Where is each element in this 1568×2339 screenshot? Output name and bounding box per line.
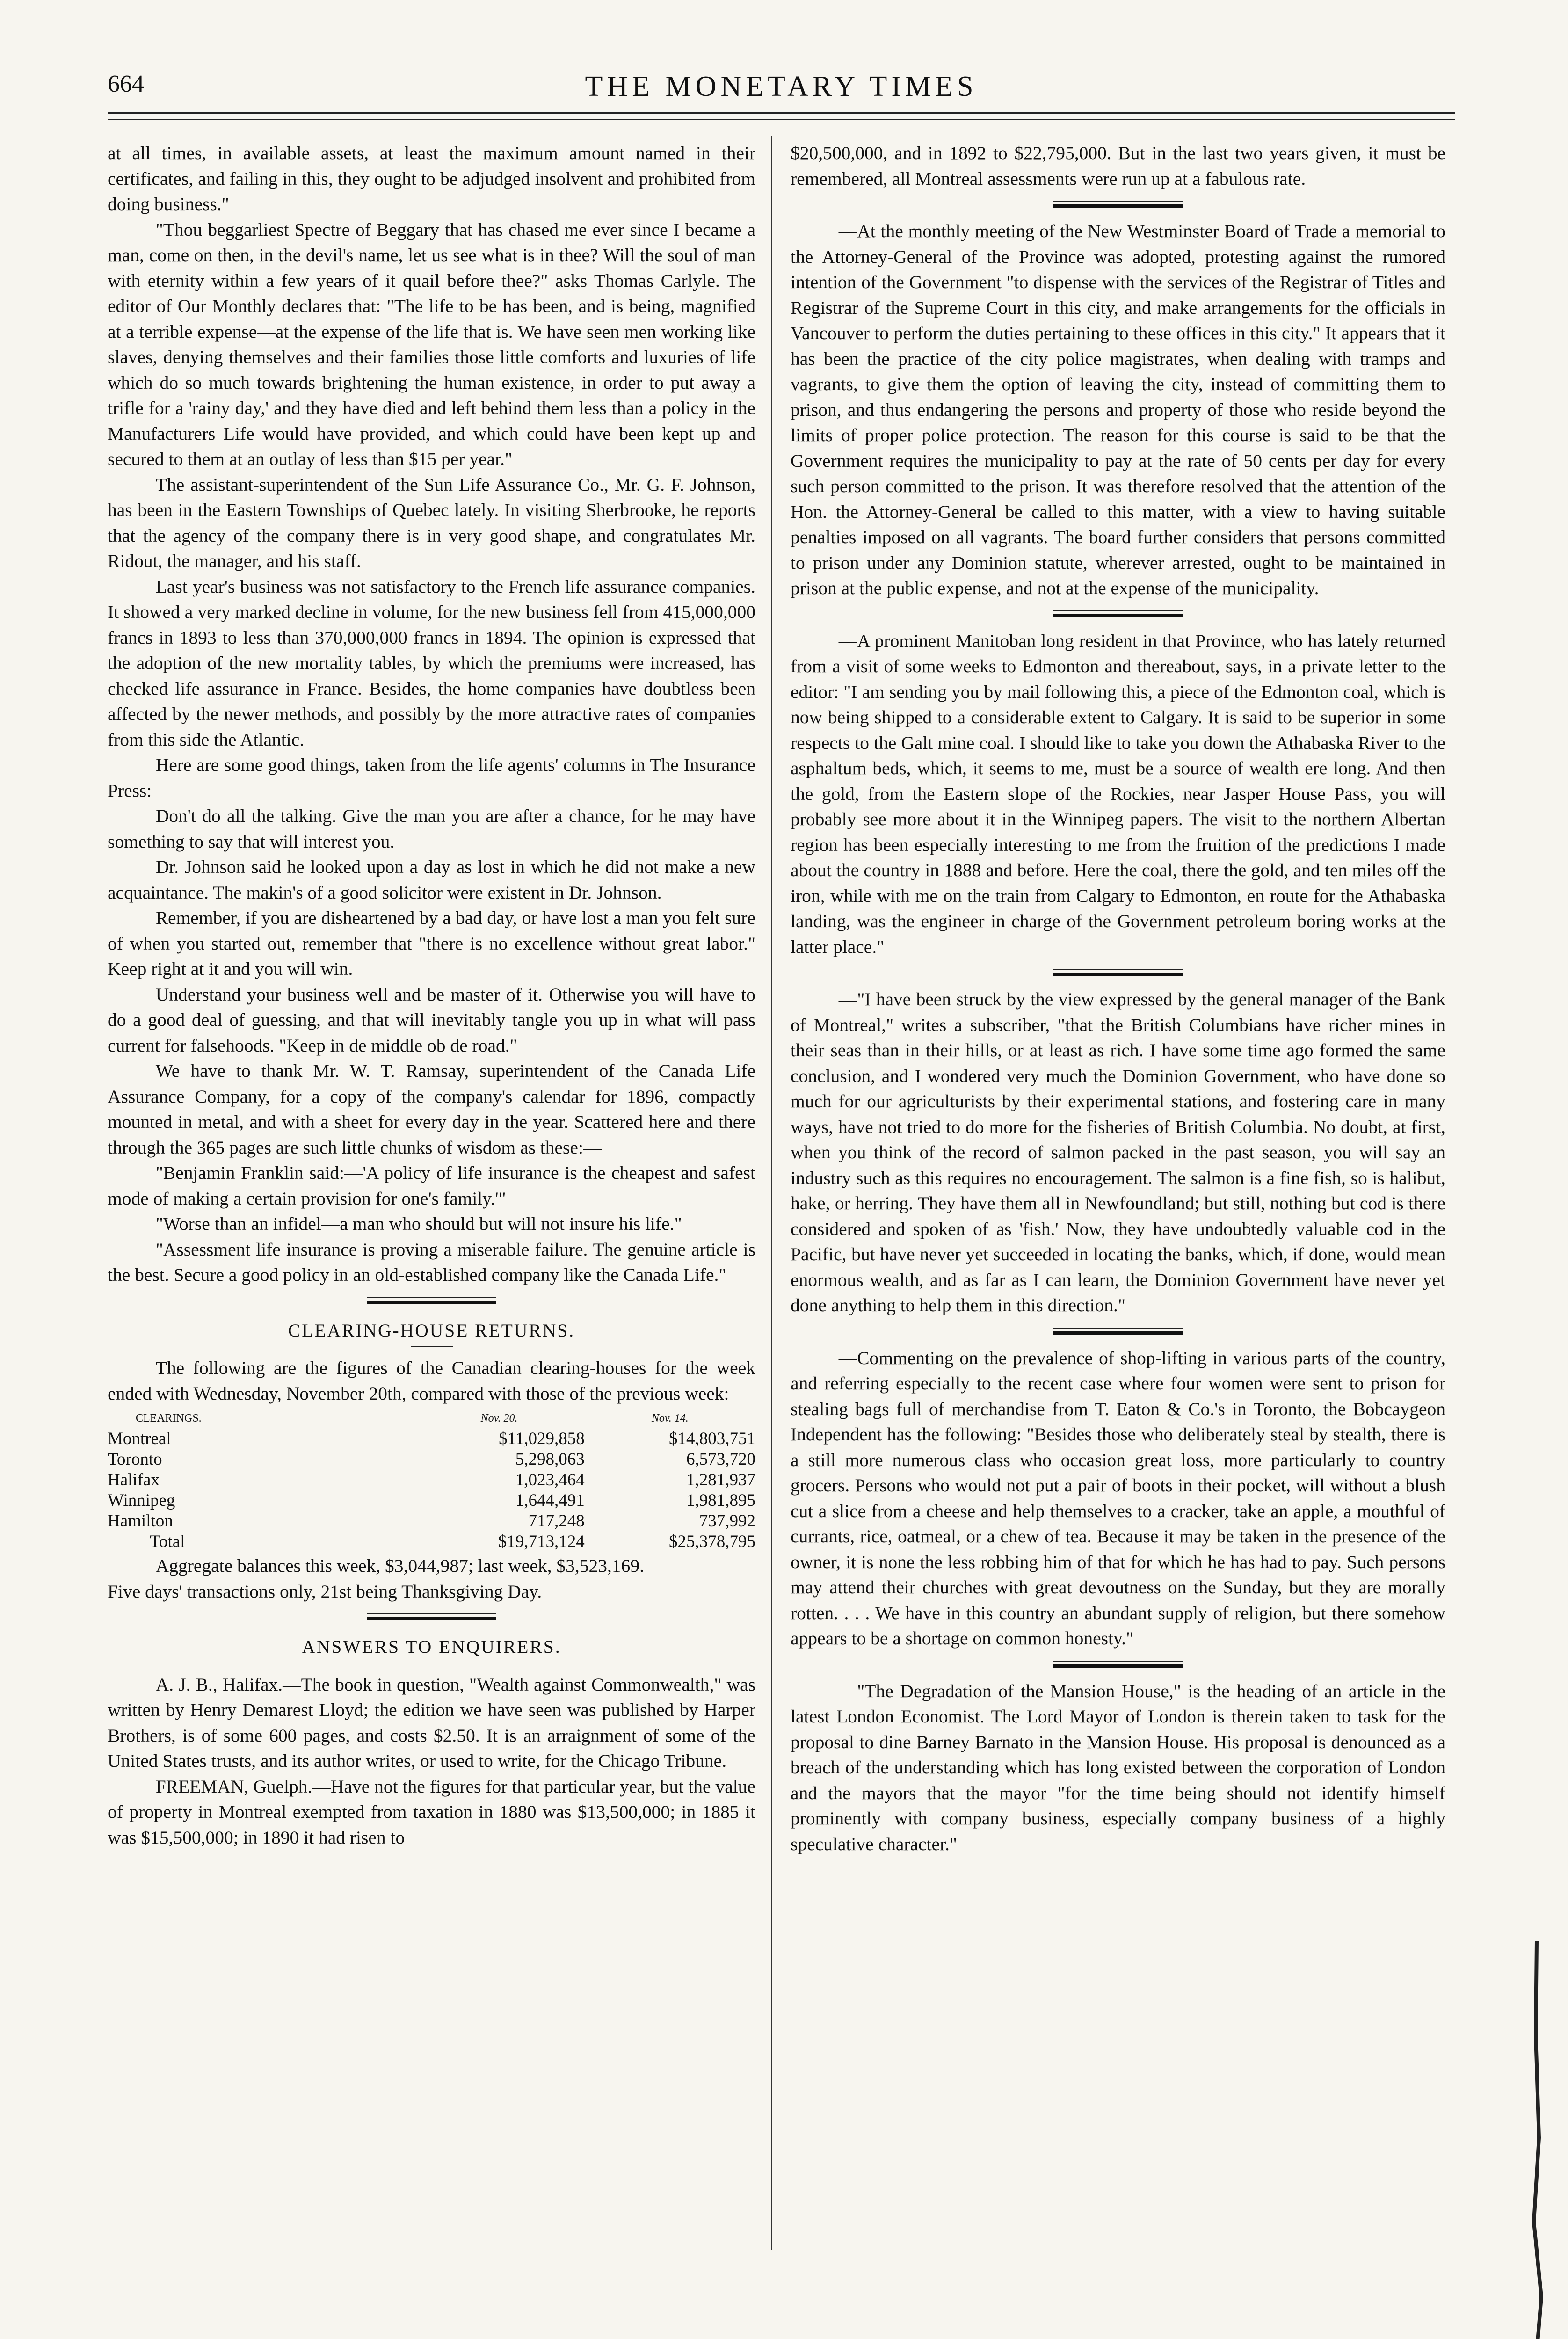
section-separator: [791, 1318, 1445, 1345]
nov20-cell: 1,023,464: [515, 1470, 585, 1489]
paragraph: "Thou beggarliest Spectre of Beggary that has chased me ever since I became a man, come on then, in the devil's name, let us see what is in thee? Will the soul of man with eternity within a few years of it quail before thee?" asks Thomas Carlyle. The editor of Our Monthly declares that: "The life to be has been, and is being, magnified at a terrible expense—at the expense of the life that is. We have seen men working like slaves, denying themselves and their families those little comforts and luxuries of life which do so much towards brightening the human existence, in order to put away a trifle for a 'rainy day,' and they have died and left behind them less than a policy in the Manufacturers Life would have provided, and which could have been kept up and secured to them at an outlay of less than $15 per year.": [108, 219, 755, 469]
nov20-header: Nov. 20.: [480, 1412, 518, 1424]
nov14-cell: 737,992: [699, 1511, 755, 1531]
table-row: [108, 1490, 755, 1511]
clearing-house-title: CLEARING-HOUSE RETURNS.: [288, 1320, 575, 1341]
paragraph: Understand your business well and be master of it. Otherwise you will have to do a good deal of guessing, and that will inevitably tangle you up in what will pass current for falsehoods. "Keep in de middle ob de road.": [108, 984, 755, 1056]
left-column: [108, 140, 755, 2245]
header-rule-thin: [108, 119, 1455, 120]
clearing-intro: The following are the figures of the Canadian clearing-houses for the week ended with Wednesday, November 20th, compared with those of the previous week:: [108, 1358, 755, 1404]
paragraph: at all times, in available assets, at least the maximum amount named in their certificates, and failing in this, they ought to be adjudged insolvent and prohibited from doing business.": [108, 143, 755, 214]
answers-title: ANSWERS TO ENQUIRERS.: [302, 1636, 561, 1657]
nov14-cell: 6,573,720: [686, 1450, 755, 1469]
paragraph: Here are some good things, taken from the life agents' columns in The Insurance Press:: [108, 755, 755, 801]
answer: A. J. B., Halifax.—The book in question, "Wealth against Commonwealth," was written by Henry Demarest Lloyd; the edition we have seen was published by Harper Brothers, is of some 600 pages, and costs $2.50. It is an arraignment of some of the United States trusts, and its author writes, or used to write, for the Chicago Tribune.: [108, 1674, 755, 1771]
paragraph: Don't do all the talking. Give the man you are after a chance, for he may have something to say that will interest you.: [108, 806, 755, 852]
title-rule: [411, 1346, 453, 1347]
table-row: [108, 1470, 755, 1490]
paragraph: Dr. Johnson said he looked upon a day as lost in which he did not make a new acquaintance. The makin's of a good solicitor were existent in Dr. Johnson.: [108, 857, 755, 903]
nov14-cell: 1,281,937: [686, 1470, 755, 1489]
nov20-cell: 717,248: [528, 1511, 585, 1531]
paragraph: —"The Degradation of the Mansion House," is the heading of an article in the latest London Economist. The Lord Mayor of London is therein taken to task for the proposal to dine Barney Barnato in the Mansion House. His proposal is denounced as a breach of the understanding which has long existed between the corporation of London and the mayors that the mayor "for the time being should not identify himself prominently with company business, especially company business of a highly speculative character.": [791, 1680, 1445, 1854]
total-label: Total: [150, 1532, 185, 1551]
paragraph: —Commenting on the prevalence of shop-lifting in various parts of the country, and referring especially to the recent case where four women were sent to prison for stealing bags full of merchandise from T. Eaton & Co.'s in Toronto, the Bobcaygeon Independent has the following: "Besides those who deliberately steal by stealth, there is a still more numerous class who occasion great loss, more particularly to country grocers. Persons who would not put a pair of boots in their pocket, will without a blush cut a slice from a cheese and help themselves to a cracker, take an apple, a mouthful of currants, rice, oatmeal, or a chew of tea. Because it may be taken in the presence of the owner, it is none the less robbing him of that for which he has had to pay. Such persons may attend their churches with great devoutness on the Sunday, but they are morally rotten. . . . We have in this country an abundant supply of religion, but there somehow appears to be a shortage on common honesty.": [791, 1347, 1445, 1649]
nov20-cell: 5,298,063: [515, 1450, 585, 1469]
city-cell: Hamilton: [108, 1511, 173, 1531]
running-title: THE MONETARY TIMES: [585, 71, 978, 102]
city-cell: Winnipeg: [108, 1491, 175, 1510]
right-column: [791, 140, 1445, 2245]
paragraph: Remember, if you are disheartened by a bad day, or have lost a man you felt sure of when you started out, remember that "there is no excellence without great labor." Keep right at it and you will win.: [108, 908, 755, 979]
table-row: [108, 1449, 755, 1470]
clearings-table: [108, 1408, 755, 1552]
column-divider: [771, 136, 772, 2250]
page-number: 664: [108, 71, 144, 97]
total-nov20: $19,713,124: [498, 1532, 585, 1551]
nov14-cell: $14,803,751: [669, 1429, 755, 1448]
table-row: [108, 1511, 755, 1532]
paragraph: —At the monthly meeting of the New Westminster Board of Trade a memorial to the Attorney-General of the Province was adopted, protesting against the rumored intention of the Government "to dispense with the services of the Registrar of Titles and Registrar of the Supreme Court in this city, and make arrangements for the officials in Vancouver to perform the duties pertaining to these offices in this city." It appears that it has been the practice of the city police magistrates, when dealing with tramps and vagrants, to give them the option of leaving the city, instead of committing them to prison, and thus endangering the persons and property of those who reside beyond the limits of proper police protection. The reason for this course is said to be that the Government requires the municipality to pay at the rate of 50 cents per day for every such person committed to the prison. It was therefore resolved that the attention of the Hon. the Attorney-General be called to this matter, with a view to having suitable penalties imposed on all vagrants. The board further considers that persons committed to prison under any Dominion statute, wherever arrested, ought to be maintained in prison at the public expense, and not at the expense of the municipality.: [791, 221, 1445, 598]
answer: FREEMAN, Guelph.—Have not the figures for that particular year, but the value of property in Montreal exempted from taxation in 1880 was $13,500,000; in 1885 it was $15,500,000; in 1890 it had risen to: [108, 1776, 755, 1848]
city-cell: Halifax: [108, 1470, 160, 1489]
section-separator: [108, 1288, 755, 1315]
city-cell: Toronto: [108, 1450, 162, 1469]
section-separator: [791, 959, 1445, 987]
city-cell: Montreal: [108, 1429, 171, 1448]
nov20-cell: 1,644,491: [515, 1491, 585, 1510]
nov14-header: Nov. 14.: [651, 1412, 689, 1424]
section-separator: [791, 1651, 1445, 1678]
paragraph: "Benjamin Franklin said:—'A policy of life insurance is the cheapest and safest mode of making a certain provision for one's family.'": [108, 1162, 755, 1209]
clearings-header: CLEARINGS.: [136, 1412, 202, 1424]
nov14-cell: 1,981,895: [686, 1491, 755, 1510]
total-nov14: $25,378,795: [669, 1532, 755, 1551]
section-separator: [108, 1604, 755, 1631]
paragraph: The assistant-superintendent of the Sun Life Assurance Co., Mr. G. F. Johnson, has been in the Eastern Townships of Quebec lately. In visiting Sherbrooke, he reports that the agency of the company there is in very good shape, and congratulates Mr. Ridout, the manager, and his staff.: [108, 474, 755, 571]
clearings-header-row: [108, 1408, 755, 1429]
paragraph: "Assessment life insurance is proving a miserable failure. The genuine article is the best. Secure a good policy in an old-established company like the Canada Life.": [108, 1239, 755, 1285]
section-separator: [791, 191, 1445, 218]
paragraph: $20,500,000, and in 1892 to $22,795,000. But in the last two years given, it must be remembered, all Montreal assessments were run up at a fabulous rate.: [791, 143, 1445, 189]
total-row: [108, 1532, 755, 1552]
table-row: [108, 1429, 755, 1449]
margin-mark: [1523, 1941, 1546, 2339]
page-header: [108, 70, 1455, 103]
section-separator: [791, 601, 1445, 628]
nov20-cell: $11,029,858: [499, 1429, 585, 1448]
paragraph: —A prominent Manitoban long resident in that Province, who has lately returned from a visit of some weeks to Edmonton and thereabout, says, in a private letter to the editor: "I am sending you by mail following this, a piece of the Edmonton coal, which is now being shipped to a considerable extent to Calgary. It is said to be superior in some respects to the Galt mine coal. I should like to take you down the Athabaska River to the asphaltum beds, which, it seems to me, must be a source of wealth ere long. And then the gold, from the Eastern slope of the Rockies, near Jasper House Pass, you will probably see more about it in the Winnipeg papers. The visit to the northern Albertan region has been especially interesting to me from the fruition of the predictions I made about the country in 1888 and before. Here the coal, there the gold, and ten miles off the iron, while with me on the train from Calgary to Edmonton, en route for the Athabaska landing, was the engineer in charge of the Government petroleum boring works at the latter place.": [791, 630, 1445, 957]
paragraph: Last year's business was not satisfactory to the French life assurance companies. It showed a very marked decline in volume, for the new business fell from 415,000,000 francs in 1893 to less than 370,000,000 francs in 1894. The opinion is expressed that the adoption of the new mortality tables, by which the premiums were increased, has checked life assurance in France. Besides, the home companies have doubtless been affected by the newer methods, and possibly by the more attractive rates of companies from this side the Atlantic.: [108, 576, 755, 750]
paragraph: "Worse than an infidel—a man who should but will not insure his life.": [155, 1213, 682, 1234]
header-rule: [108, 112, 1455, 114]
paragraph: —"I have been struck by the view expressed by the general manager of the Bank of Montreal," writes a subscriber, "that the British Columbians have richer mines in their seas than in their hills, or at least as rich. I have some time ago formed the same conclusion, and I wondered very much the Dominion Government, who have done so much for our agriculturists by their experimental stations, and fostering care in many ways, have not tried to do more for the fisheries of British Columbia. No doubt, at first, when you think of the record of salmon packed in the past season, you will say an industry such as this requires no encouragement. The salmon is a fine fish, so is halibut, hake, or herring. They have them all in Newfoundland; but still, nothing but cod is there considered and spoken of as 'fish.' Now, they have undoubtedly valuable cod in the Pacific, but have never yet succeeded in locating the banks, which, if done, would mean enormous wealth, and as far as I can learn, the Dominion Government have never yet done anything to help them in this direction.": [791, 989, 1445, 1315]
paragraph: We have to thank Mr. W. T. Ramsay, superintendent of the Canada Life Assurance Company, for a copy of the company's calendar for 1896, compactly mounted in metal, and with a sheet for every day in the year. Scattered here and there through the 365 pages are such little chunks of wisdom as these:—: [108, 1061, 755, 1158]
five-days-note: Five days' transactions only, 21st being Thanksgiving Day.: [108, 1581, 542, 1602]
aggregate-balances: Aggregate balances this week, $3,044,987; last week, $3,523,169.: [155, 1555, 644, 1576]
